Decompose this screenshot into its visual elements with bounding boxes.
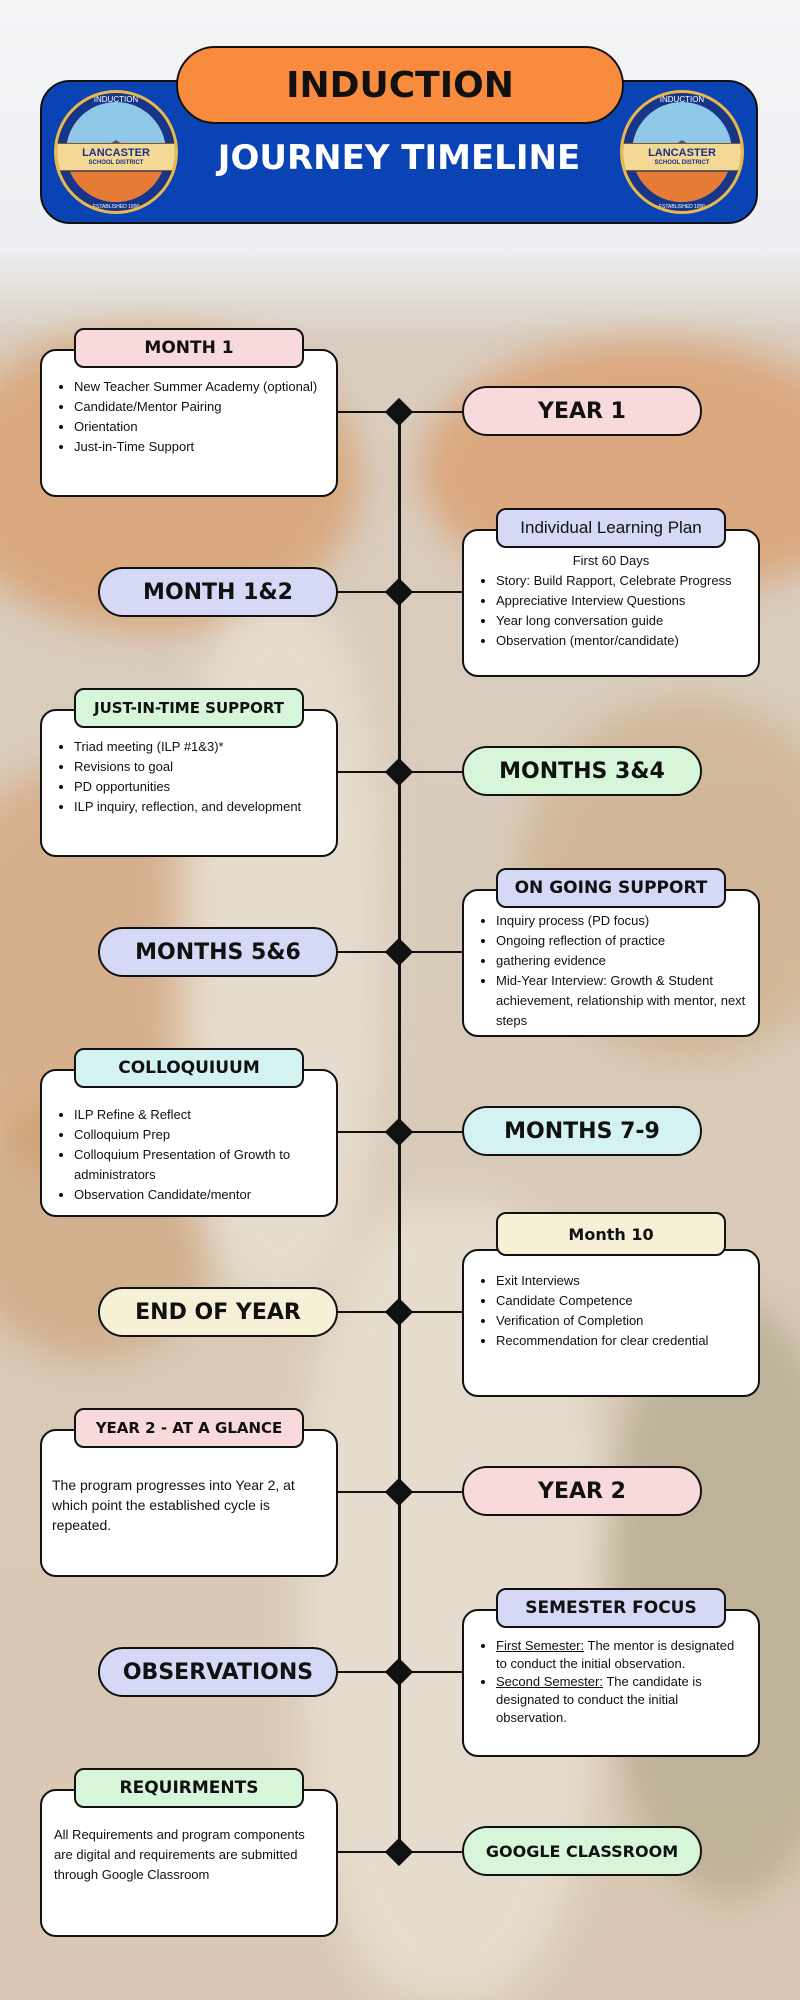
semester-list	[474, 1637, 748, 1727]
list-item: • Just-in-Time Support	[74, 437, 326, 457]
seal-name-line2: SCHOOL DISTRICT	[88, 159, 144, 166]
observations-pill: OBSERVATIONS	[98, 1647, 338, 1697]
list-item: • ILP inquiry, reflection, and development	[74, 797, 326, 817]
first-semester-text: The mentor is designated to conduct the initial observation.	[496, 1638, 735, 1671]
semester-tag: SEMESTER FOCUS	[496, 1588, 726, 1628]
list-item: • Story: Build Rapport, Celebrate Progress	[496, 571, 748, 591]
ongoing-card	[462, 889, 760, 1037]
google-classroom-pill: GOOGLE CLASSROOM	[462, 1826, 702, 1876]
jit-tag: JUST-IN-TIME SUPPORT	[74, 688, 304, 728]
requirements-card	[40, 1789, 338, 1937]
end-of-year-pill: END OF YEAR	[98, 1287, 338, 1337]
year1-pill: YEAR 1	[462, 386, 702, 436]
list-item: • Observation (mentor/candidate)	[496, 631, 748, 651]
year2-glance-card	[40, 1429, 338, 1577]
district-seal-left-icon	[54, 90, 178, 214]
list-item: • Candidate/Mentor Pairing	[74, 397, 326, 417]
list-item: • Revisions to goal	[74, 757, 326, 777]
ilp-tag: Individual Learning Plan	[496, 508, 726, 548]
months34-pill: MONTHS 3&4	[462, 746, 702, 796]
semester-card	[462, 1609, 760, 1757]
seal-name-line1: LANCASTER	[82, 146, 150, 159]
months56-pill: MONTHS 5&6	[98, 927, 338, 977]
list-item: • Inquiry process (PD focus)	[496, 911, 748, 931]
month1-card	[40, 349, 338, 497]
month1-tag: MONTH 1	[74, 328, 304, 368]
list-item: • Verification of Completion	[496, 1311, 748, 1331]
ilp-subtitle: First 60 Days	[572, 553, 650, 568]
list-item: • Appreciative Interview Questions	[496, 591, 748, 611]
list-item: • Observation Candidate/mentor	[74, 1185, 326, 1205]
month10-tag: Month 10	[496, 1212, 726, 1256]
header-title: INDUCTION	[176, 46, 624, 124]
seal-name-line2: SCHOOL DISTRICT	[654, 159, 710, 166]
list-item: • gathering evidence	[496, 951, 748, 971]
seal-name-line1: LANCASTER	[648, 146, 716, 159]
requirements-tag: REQUIRMENTS	[74, 1768, 304, 1808]
year2-glance-text: The program progresses into Year 2, at which point the established cycle is repeated.	[52, 1477, 295, 1533]
list-item: • Year long conversation guide	[496, 611, 748, 631]
year2-pill: YEAR 2	[462, 1466, 702, 1516]
list-item: • Orientation	[74, 417, 326, 437]
list-item: • Candidate Competence	[496, 1291, 748, 1311]
jit-list	[52, 737, 326, 817]
year2-glance-tag: YEAR 2 - AT A GLANCE	[74, 1408, 304, 1448]
list-item: • Colloquium Presentation of Growth to administrators	[74, 1145, 326, 1185]
district-seal-right-icon	[620, 90, 744, 214]
list-item: • Triad meeting (ILP #1&3)*	[74, 737, 326, 757]
header-subtitle: JOURNEY TIMELINE	[217, 138, 581, 178]
list-item: • Recommendation for clear credential	[496, 1331, 748, 1351]
list-item: • Mid-Year Interview: Growth & Student achievement, relationship with mentor, next steps	[496, 971, 748, 1031]
ongoing-tag: ON GOING SUPPORT	[496, 868, 726, 908]
colloquium-list	[52, 1105, 326, 1205]
second-semester-text: The candidate is designated to conduct the initial observation.	[496, 1674, 702, 1725]
first-semester-label: First Semester:	[496, 1638, 585, 1653]
jit-card	[40, 709, 338, 857]
ongoing-list	[474, 911, 748, 1031]
month10-list	[474, 1271, 748, 1351]
seal-top-text: INDUCTION	[659, 95, 705, 104]
colloquium-card	[40, 1069, 338, 1217]
ilp-list	[474, 571, 748, 651]
list-item	[496, 1673, 748, 1727]
seal-top-text: INDUCTION	[93, 95, 139, 104]
seal-bottom-text: ESTABLISHED 1890	[92, 204, 140, 210]
colloquium-tag: COLLOQUIUUM	[74, 1048, 304, 1088]
list-item: • Colloquium Prep	[74, 1125, 326, 1145]
months79-pill: MONTHS 7-9	[462, 1106, 702, 1156]
second-semester-label: Second Semester:	[496, 1674, 603, 1689]
ilp-card	[462, 529, 760, 677]
requirements-text: All Requirements and program components are digital and requirements are submitted through Google Classroom	[54, 1827, 305, 1882]
month12-pill: MONTH 1&2	[98, 567, 338, 617]
list-item: • ILP Refine & Reflect	[74, 1105, 326, 1125]
list-item: • Ongoing reflection of practice	[496, 931, 748, 951]
list-item: • Exit Interviews	[496, 1271, 748, 1291]
seal-bottom-text: ESTABLISHED 1890	[658, 204, 706, 210]
month1-list	[52, 377, 326, 457]
list-item: • PD opportunities	[74, 777, 326, 797]
month10-card	[462, 1249, 760, 1397]
list-item: • New Teacher Summer Academy (optional)	[74, 377, 326, 397]
list-item	[496, 1637, 748, 1673]
